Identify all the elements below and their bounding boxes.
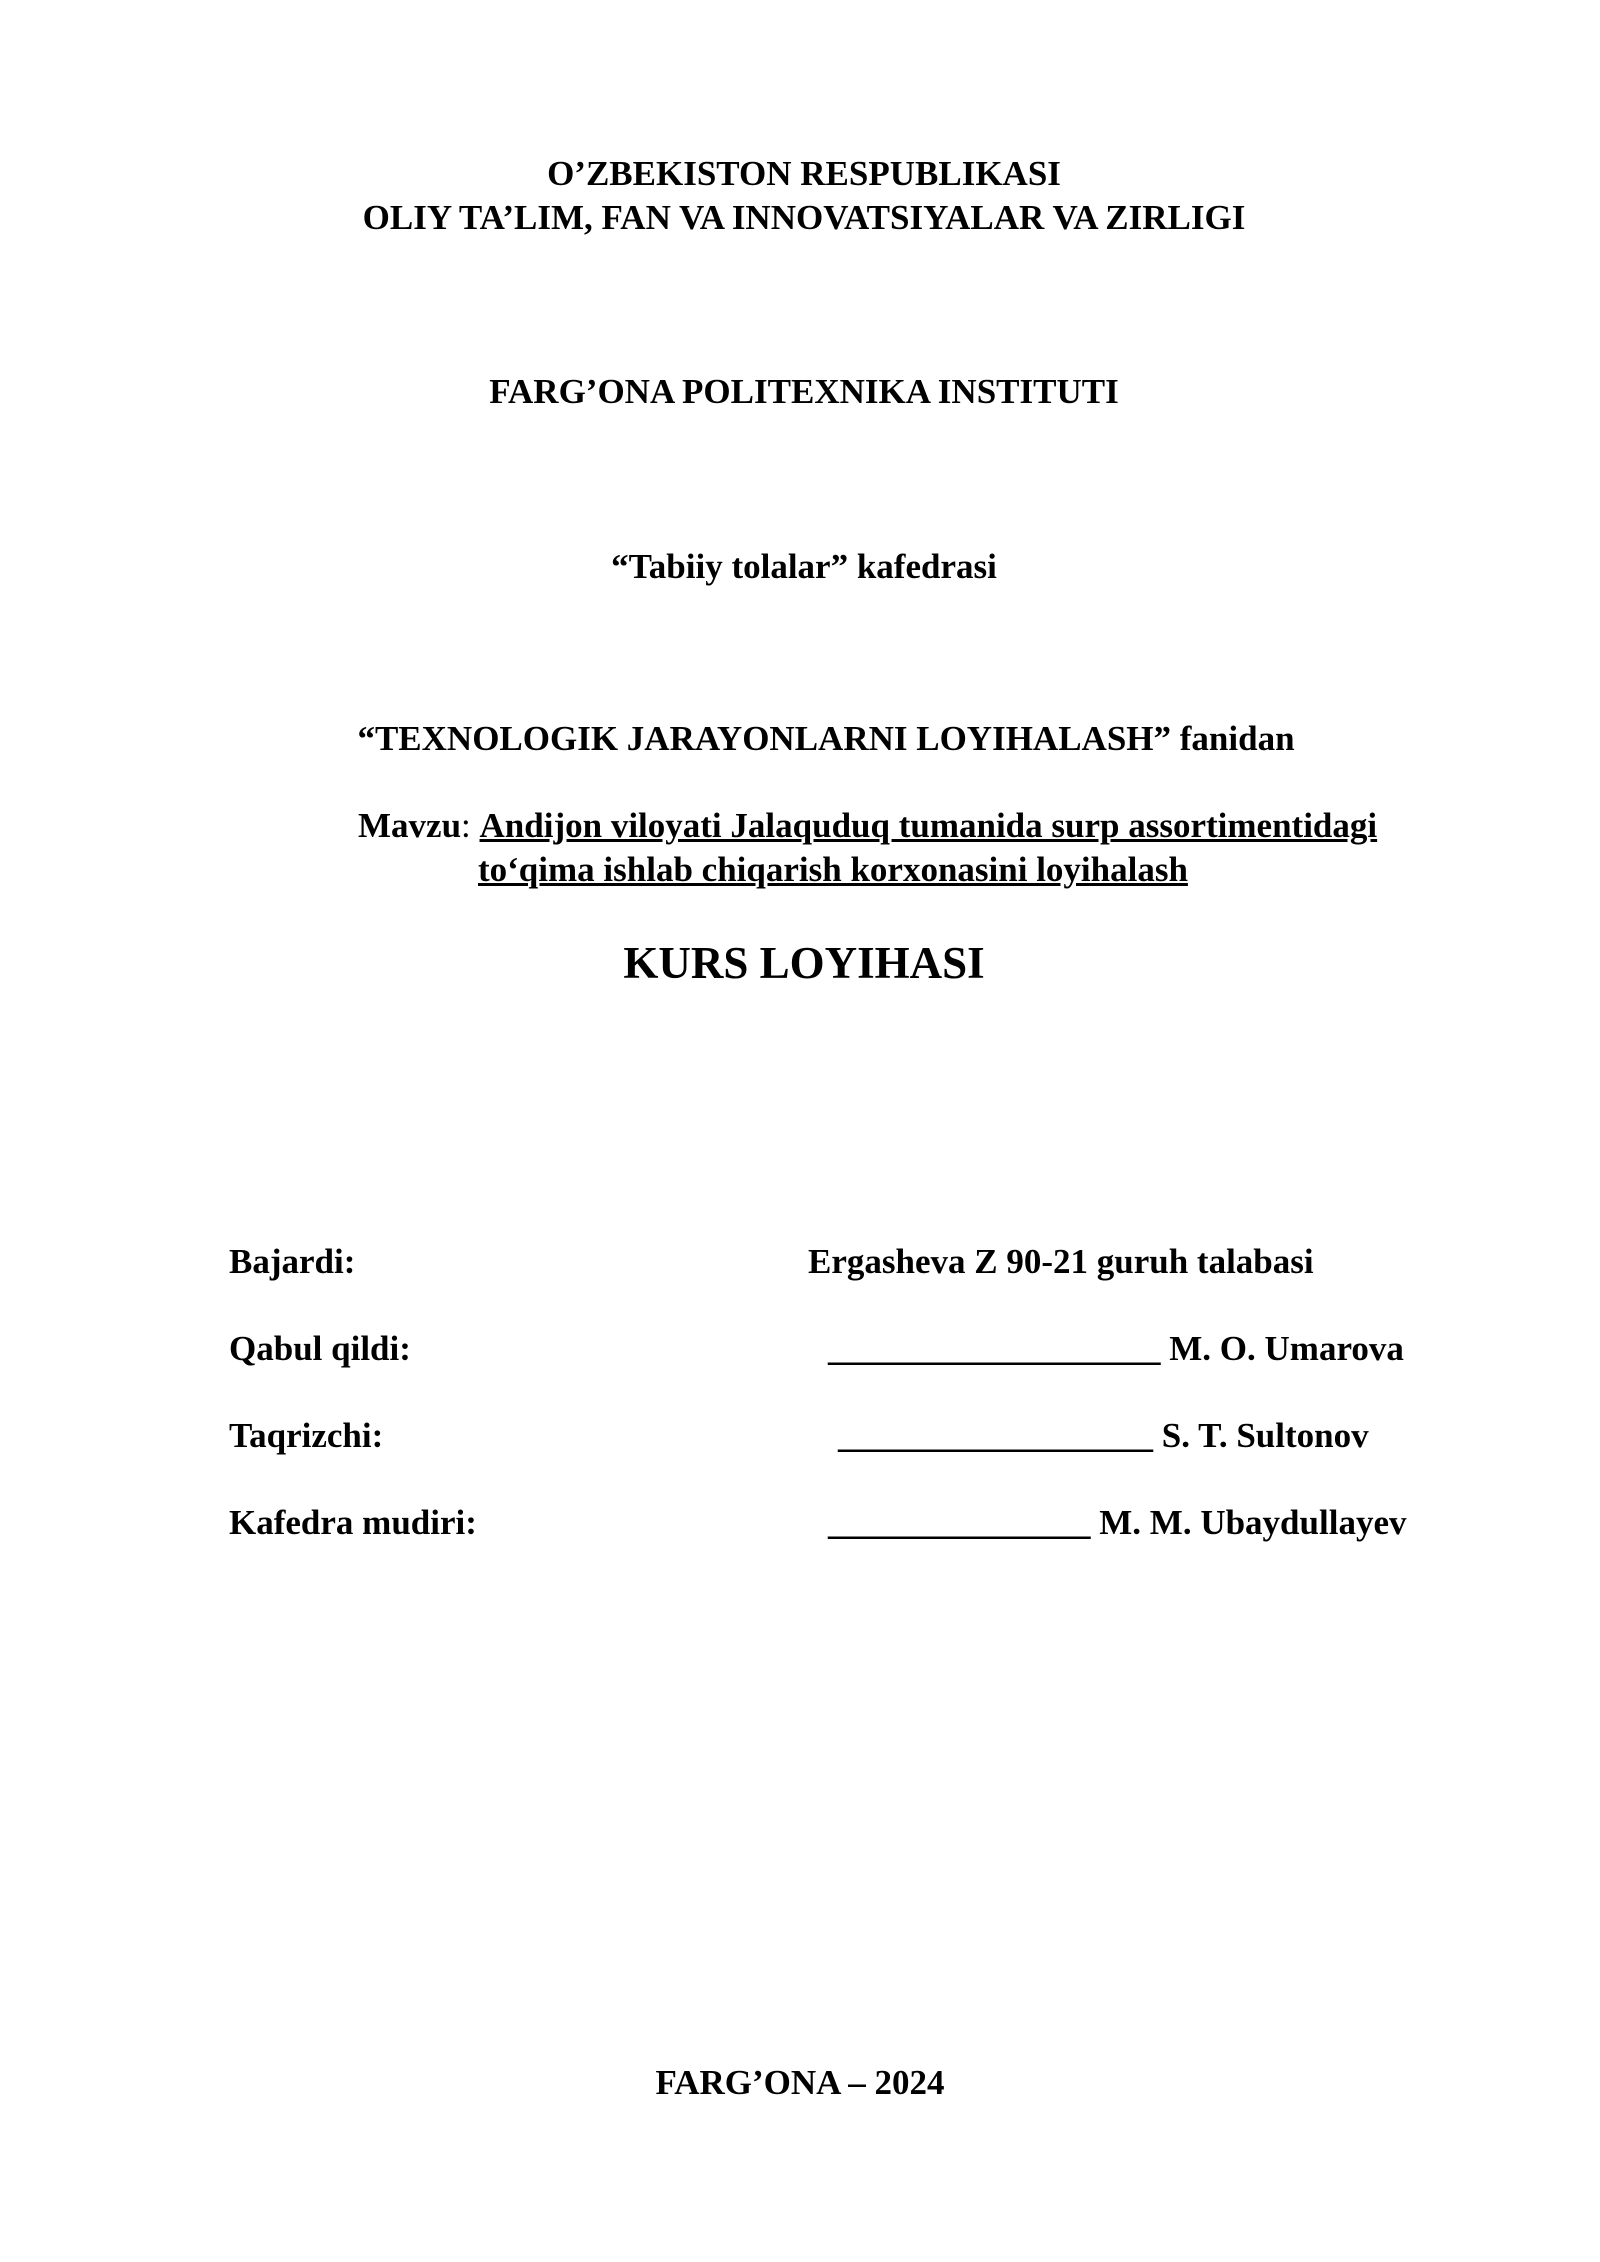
document-type: KURS LOYIHASI <box>623 938 985 988</box>
signature-label-performed: Bajardi: <box>229 1242 356 1281</box>
topic-label: Mavzu <box>358 806 462 845</box>
signature-value-reviewer: __________________ S. T. Sultonov <box>838 1416 1369 1455</box>
signature-label-head-of-department: Kafedra mudiri: <box>229 1503 477 1542</box>
ministry-line-2: OLIY TA’LIM, FAN VA INNOVATSIYALAR VA ZIRLIGI <box>362 198 1246 237</box>
topic-text-2: to‘qima ishlab chiqarish korxonasini loyihalash <box>478 850 1188 889</box>
signature-label-accepted: Qabul qildi: <box>229 1329 411 1368</box>
signature-value-head-of-department: _______________ M. M. Ubaydullayev <box>828 1503 1407 1542</box>
institute-name: FARG’ONA POLITEXNIKA INSTITUTI <box>489 372 1119 411</box>
department-name: “Tabiiy tolalar” kafedrasi <box>611 547 997 586</box>
signature-label-reviewer: Taqrizchi: <box>229 1416 384 1455</box>
signature-value-performed: Ergasheva Z 90-21 guruh talabasi <box>808 1242 1314 1281</box>
signature-value-accepted: ___________________ M. O. Umarova <box>828 1329 1404 1368</box>
subject-title: “TEXNOLOGIK JARAYONLARNI LOYIHALASH” fanidan <box>357 719 1295 758</box>
city-year-footer: FARG’ONA – 2024 <box>655 2063 945 2102</box>
topic-text-1: Andijon viloyati Jalaquduq tumanida surp assortimentidagi <box>479 806 1378 845</box>
topic-line-1 <box>358 804 1478 848</box>
ministry-line-1: O’ZBEKISTON RESPUBLIKASI <box>547 154 1061 193</box>
topic-separator: : <box>461 806 480 845</box>
